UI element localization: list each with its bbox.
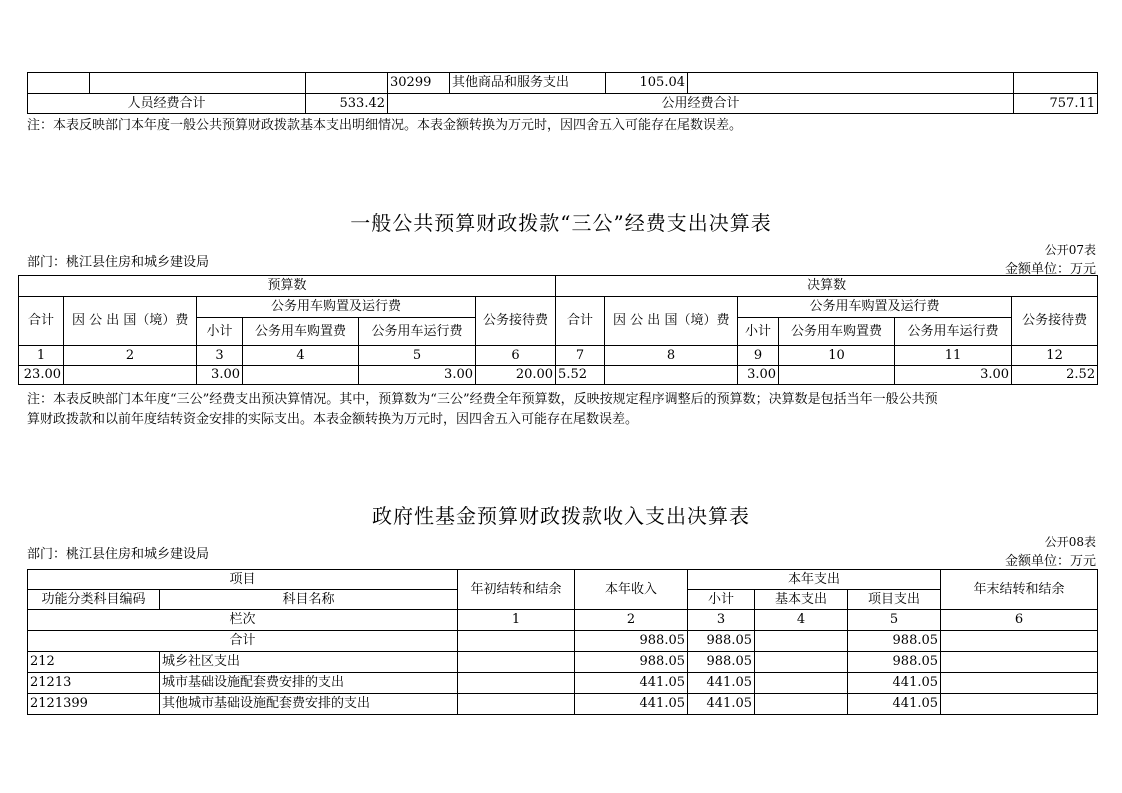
three-public-table bbox=[18, 275, 1098, 385]
final-running-header: 公务用车运行费 bbox=[895, 318, 1012, 346]
final-reception-value: 2.52 bbox=[1012, 366, 1098, 385]
col-number: 10 bbox=[779, 346, 895, 366]
total-subtotal: 988.05 bbox=[688, 631, 755, 652]
final-total-value: 5.52 bbox=[556, 366, 605, 385]
final-subtotal-header: 小计 bbox=[738, 318, 779, 346]
row-name: 其他城市基础设施配套费安排的支出 bbox=[160, 694, 458, 715]
begin-balance-header: 年初结转和结余 bbox=[458, 570, 575, 610]
col-number: 5 bbox=[848, 610, 941, 631]
row-code: 2121399 bbox=[28, 694, 160, 715]
col-number: 9 bbox=[738, 346, 779, 366]
gov-fund-form-no: 公开08表 bbox=[1044, 535, 1096, 549]
note-three-public-line1: 注：本表反映部门本年度“三公”经费支出预决算情况。其中，预算数为“三公”经费全年预算数，反映按规定程序调整后的预算数；决算数是包括当年一般公共预 bbox=[27, 392, 938, 407]
row-code: 212 bbox=[28, 652, 160, 673]
col-number: 6 bbox=[941, 610, 1098, 631]
row-income: 988.05 bbox=[575, 652, 688, 673]
expense-amount-cell: 105.04 bbox=[606, 73, 688, 94]
final-total-header: 合计 bbox=[556, 297, 605, 346]
personnel-total-value: 533.42 bbox=[306, 94, 388, 114]
budget-header: 预算数 bbox=[19, 276, 556, 297]
budget-abroad-header: 因 公 出 国（境）费 bbox=[64, 297, 197, 346]
final-vehicle-header: 公务用车购置及运行费 bbox=[738, 297, 1012, 318]
row-code: 21213 bbox=[28, 673, 160, 694]
total-project: 988.05 bbox=[848, 631, 941, 652]
code-header: 功能分类科目编码 bbox=[28, 590, 160, 610]
subtotal-header: 小计 bbox=[688, 590, 755, 610]
row-project: 988.05 bbox=[848, 652, 941, 673]
col-number: 1 bbox=[458, 610, 575, 631]
row-income: 441.05 bbox=[575, 673, 688, 694]
income-header: 本年收入 bbox=[575, 570, 688, 610]
budget-vehicle-header: 公务用车购置及运行费 bbox=[197, 297, 476, 318]
col-number: 6 bbox=[476, 346, 556, 366]
col-label: 栏次 bbox=[28, 610, 458, 631]
gov-fund-table bbox=[27, 569, 1098, 715]
note-basic-expense: 注：本表反映部门本年度一般公共预算财政拨款基本支出明细情况。本表金额转换为万元时，因四舍五入可能存在尾数误差。 bbox=[27, 118, 743, 133]
table-row bbox=[28, 652, 1098, 673]
public-total-value: 757.11 bbox=[1014, 94, 1098, 114]
final-abroad-value bbox=[605, 366, 738, 385]
col-number: 3 bbox=[197, 346, 243, 366]
col-number: 4 bbox=[243, 346, 359, 366]
table-row bbox=[28, 631, 1098, 652]
budget-reception-value: 20.00 bbox=[476, 366, 556, 385]
col-number: 1 bbox=[19, 346, 64, 366]
end-balance-header: 年末结转和结余 bbox=[941, 570, 1098, 610]
col-number: 4 bbox=[755, 610, 848, 631]
budget-running-value: 3.00 bbox=[359, 366, 476, 385]
row-project: 441.05 bbox=[848, 694, 941, 715]
budget-subtotal-header: 小计 bbox=[197, 318, 243, 346]
row-name: 城乡社区支出 bbox=[160, 652, 458, 673]
row-subtotal: 441.05 bbox=[688, 694, 755, 715]
three-public-form-no: 公开07表 bbox=[1044, 243, 1096, 257]
row-project: 441.05 bbox=[848, 673, 941, 694]
col-number: 11 bbox=[895, 346, 1012, 366]
final-running-value: 3.00 bbox=[895, 366, 1012, 385]
final-purchase-value bbox=[779, 366, 895, 385]
budget-reception-header: 公务接待费 bbox=[476, 297, 556, 346]
basic-header: 基本支出 bbox=[755, 590, 848, 610]
public-total-label: 公用经费合计 bbox=[388, 94, 1014, 114]
personnel-total-label: 人员经费合计 bbox=[28, 94, 306, 114]
final-abroad-header: 因 公 出 国（境）费 bbox=[605, 297, 738, 346]
final-subtotal-value: 3.00 bbox=[738, 366, 779, 385]
basic-expense-table-fragment bbox=[27, 72, 1098, 114]
project-header: 项目支出 bbox=[848, 590, 941, 610]
total-label: 合计 bbox=[28, 631, 458, 652]
table-row bbox=[28, 694, 1098, 715]
row-subtotal: 441.05 bbox=[688, 673, 755, 694]
budget-total-header: 合计 bbox=[19, 297, 64, 346]
three-public-title: 一般公共预算财政拨款“三公”经费支出决算表 bbox=[350, 211, 772, 235]
budget-abroad-value bbox=[64, 366, 197, 385]
col-number: 2 bbox=[575, 610, 688, 631]
final-header: 决算数 bbox=[556, 276, 1098, 297]
expense-name-cell: 其他商品和服务支出 bbox=[450, 73, 606, 94]
budget-running-header: 公务用车运行费 bbox=[359, 318, 476, 346]
budget-total-value: 23.00 bbox=[19, 366, 64, 385]
final-purchase-header: 公务用车购置费 bbox=[779, 318, 895, 346]
gov-fund-unit: 金额单位：万元 bbox=[1004, 554, 1096, 569]
col-number: 7 bbox=[556, 346, 605, 366]
budget-purchase-header: 公务用车购置费 bbox=[243, 318, 359, 346]
budget-purchase-value bbox=[243, 366, 359, 385]
expense-code-cell: 30299 bbox=[388, 73, 450, 94]
budget-subtotal-value: 3.00 bbox=[197, 366, 243, 385]
three-public-dept: 部门：桃江县住房和城乡建设局 bbox=[27, 255, 210, 270]
expense-header: 本年支出 bbox=[688, 570, 941, 590]
total-income: 988.05 bbox=[575, 631, 688, 652]
col-number: 12 bbox=[1012, 346, 1098, 366]
table-row bbox=[28, 673, 1098, 694]
row-subtotal: 988.05 bbox=[688, 652, 755, 673]
row-name: 城市基础设施配套费安排的支出 bbox=[160, 673, 458, 694]
row-income: 441.05 bbox=[575, 694, 688, 715]
final-reception-header: 公务接待费 bbox=[1012, 297, 1098, 346]
gov-fund-title: 政府性基金预算财政拨款收入支出决算表 bbox=[372, 504, 750, 528]
item-header: 项目 bbox=[28, 570, 458, 590]
gov-fund-dept: 部门：桃江县住房和城乡建设局 bbox=[27, 547, 210, 562]
col-number: 3 bbox=[688, 610, 755, 631]
note-three-public-line2: 算财政拨款和以前年度结转资金安排的实际支出。本表金额转换为万元时，因四舍五入可能存在尾数误差。 bbox=[27, 412, 639, 427]
col-number: 5 bbox=[359, 346, 476, 366]
three-public-unit: 金额单位：万元 bbox=[1004, 262, 1096, 277]
name-header: 科目名称 bbox=[160, 590, 458, 610]
col-number: 2 bbox=[64, 346, 197, 366]
col-number: 8 bbox=[605, 346, 738, 366]
